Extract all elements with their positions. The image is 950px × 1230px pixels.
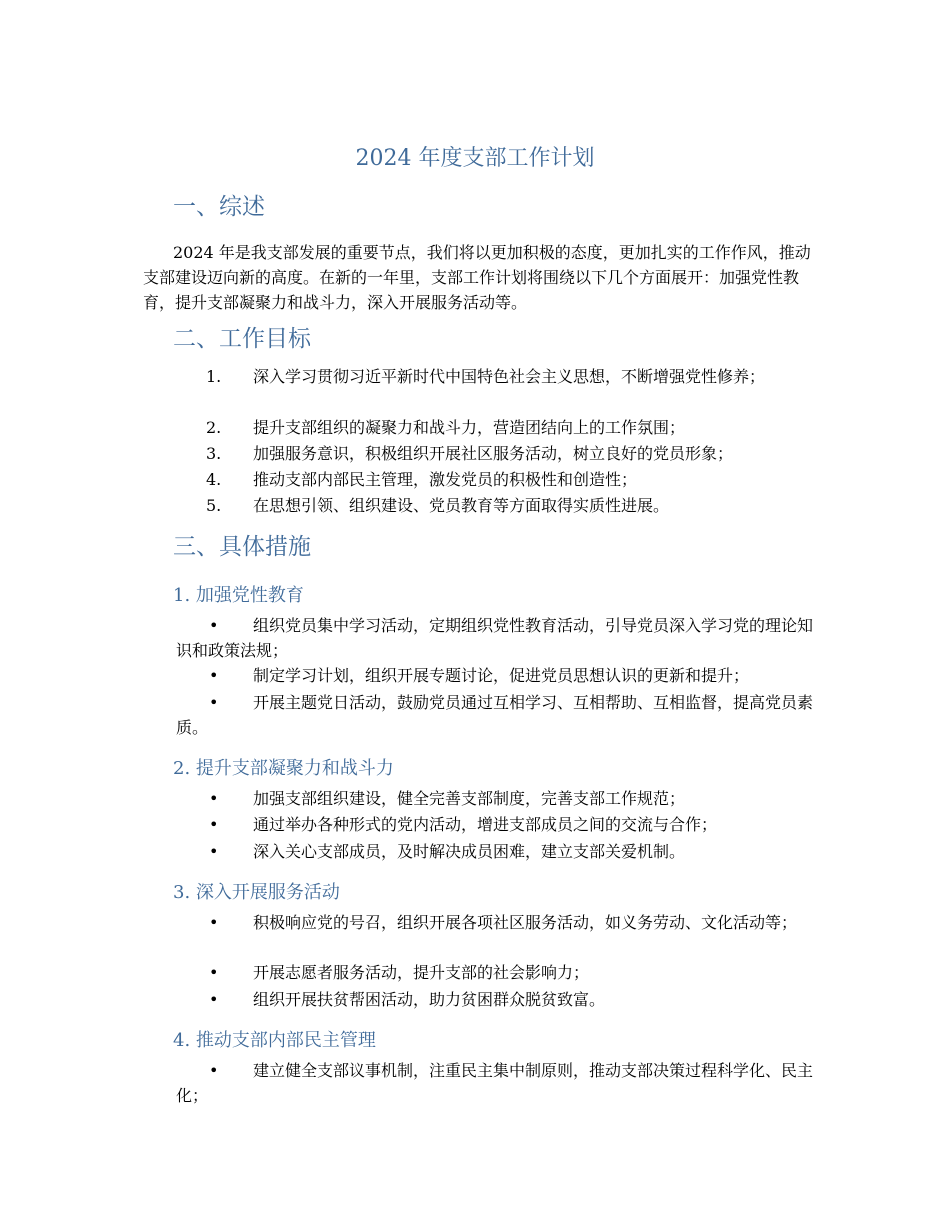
bullet-icon: • bbox=[209, 666, 219, 685]
bullet-icon: • bbox=[209, 913, 219, 932]
bullet-icon: • bbox=[209, 963, 219, 982]
measure-text: 通过举办各种形式的党内活动，增进支部成员之间的交流与合作； bbox=[253, 815, 718, 834]
subsection-heading-service: 3. 深入开展服务活动 bbox=[173, 882, 340, 903]
goal-text: 提升支部组织的凝聚力和战斗力，营造团结向上的工作氛围； bbox=[253, 418, 686, 437]
goal-text: 深入学习贯彻习近平新时代中国特色社会主义思想，不断增强党性修养； bbox=[253, 367, 766, 386]
section-heading-goals: 二、工作目标 bbox=[173, 326, 311, 352]
bullet-icon: • bbox=[209, 842, 219, 861]
goal-text: 在思想引领、组织建设、党员教育等方面取得实质性进展。 bbox=[253, 496, 670, 515]
overview-paragraph: 2024 年是我支部发展的重要节点，我们将以更加积极的态度，更加扎实的工作作风，推动支部建设迈向新的高度。在新的一年里，支部工作计划将围绕以下几个方面展开：加强党性教育，提升支部凝聚力和战斗力，深入开展服务活动等。 bbox=[143, 243, 811, 312]
subsection-heading-cohesion: 2. 提升支部凝聚力和战斗力 bbox=[173, 758, 394, 779]
section-heading-overview: 一、综述 bbox=[173, 194, 265, 220]
measure-text: 组织开展扶贫帮困活动，助力贫困群众脱贫致富。 bbox=[253, 990, 606, 1009]
measure-item bbox=[176, 840, 826, 865]
measure-text: 加强支部组织建设，健全完善支部制度，完善支部工作规范； bbox=[253, 789, 686, 808]
measure-item bbox=[176, 691, 826, 740]
list-number: 5. bbox=[206, 496, 222, 515]
bullet-icon: • bbox=[209, 616, 219, 635]
goal-item bbox=[176, 442, 826, 467]
bullet-icon: • bbox=[209, 1061, 219, 1080]
measure-item bbox=[176, 911, 826, 936]
bullet-icon: • bbox=[209, 815, 219, 834]
measure-item bbox=[176, 961, 826, 986]
goal-item bbox=[176, 494, 826, 519]
bullet-icon: • bbox=[209, 789, 219, 808]
subsection-heading-party-education: 1. 加强党性教育 bbox=[173, 585, 304, 606]
bullet-icon: • bbox=[209, 990, 219, 1009]
section-heading-measures: 三、具体措施 bbox=[173, 534, 311, 560]
measure-item bbox=[176, 813, 826, 838]
measure-item bbox=[176, 787, 826, 812]
measure-text: 制定学习计划，组织开展专题讨论，促进党员思想认识的更新和提升； bbox=[253, 666, 750, 685]
goal-item bbox=[176, 416, 826, 441]
subsection-heading-democracy: 4. 推动支部内部民主管理 bbox=[173, 1030, 376, 1051]
list-number: 4. bbox=[206, 470, 222, 489]
measure-text: 开展主题党日活动，鼓励党员通过互相学习、互相帮助、互相监督，提高党员素质。 bbox=[176, 693, 814, 737]
goal-text: 加强服务意识，积极组织开展社区服务活动，树立良好的党员形象； bbox=[253, 444, 734, 463]
goal-item bbox=[176, 365, 826, 390]
list-number: 2. bbox=[206, 418, 222, 437]
list-number: 3. bbox=[206, 444, 222, 463]
bullet-icon: • bbox=[209, 693, 219, 712]
measure-text: 积极响应党的号召，组织开展各项社区服务活动，如义务劳动、文化活动等； bbox=[253, 913, 798, 932]
goal-item bbox=[176, 468, 826, 493]
measure-text: 深入关心支部成员，及时解决成员困难，建立支部关爱机制。 bbox=[253, 842, 686, 861]
goal-text: 推动支部内部民主管理，激发党员的积极性和创造性； bbox=[253, 470, 638, 489]
measure-text: 组织党员集中学习活动，定期组织党性教育活动，引导党员深入学习党的理论知识和政策法规； bbox=[176, 616, 814, 660]
measure-text: 建立健全支部议事机制，注重民主集中制原则，推动支部决策过程科学化、民主化； bbox=[176, 1061, 814, 1105]
measure-item bbox=[176, 664, 826, 689]
document-title: 2024 年度支部工作计划 bbox=[355, 146, 595, 171]
measure-item bbox=[176, 988, 826, 1013]
list-number: 1. bbox=[206, 367, 222, 386]
measure-text: 开展志愿者服务活动，提升支部的社会影响力； bbox=[253, 963, 590, 982]
measure-item bbox=[176, 614, 826, 663]
measure-item bbox=[176, 1059, 826, 1108]
